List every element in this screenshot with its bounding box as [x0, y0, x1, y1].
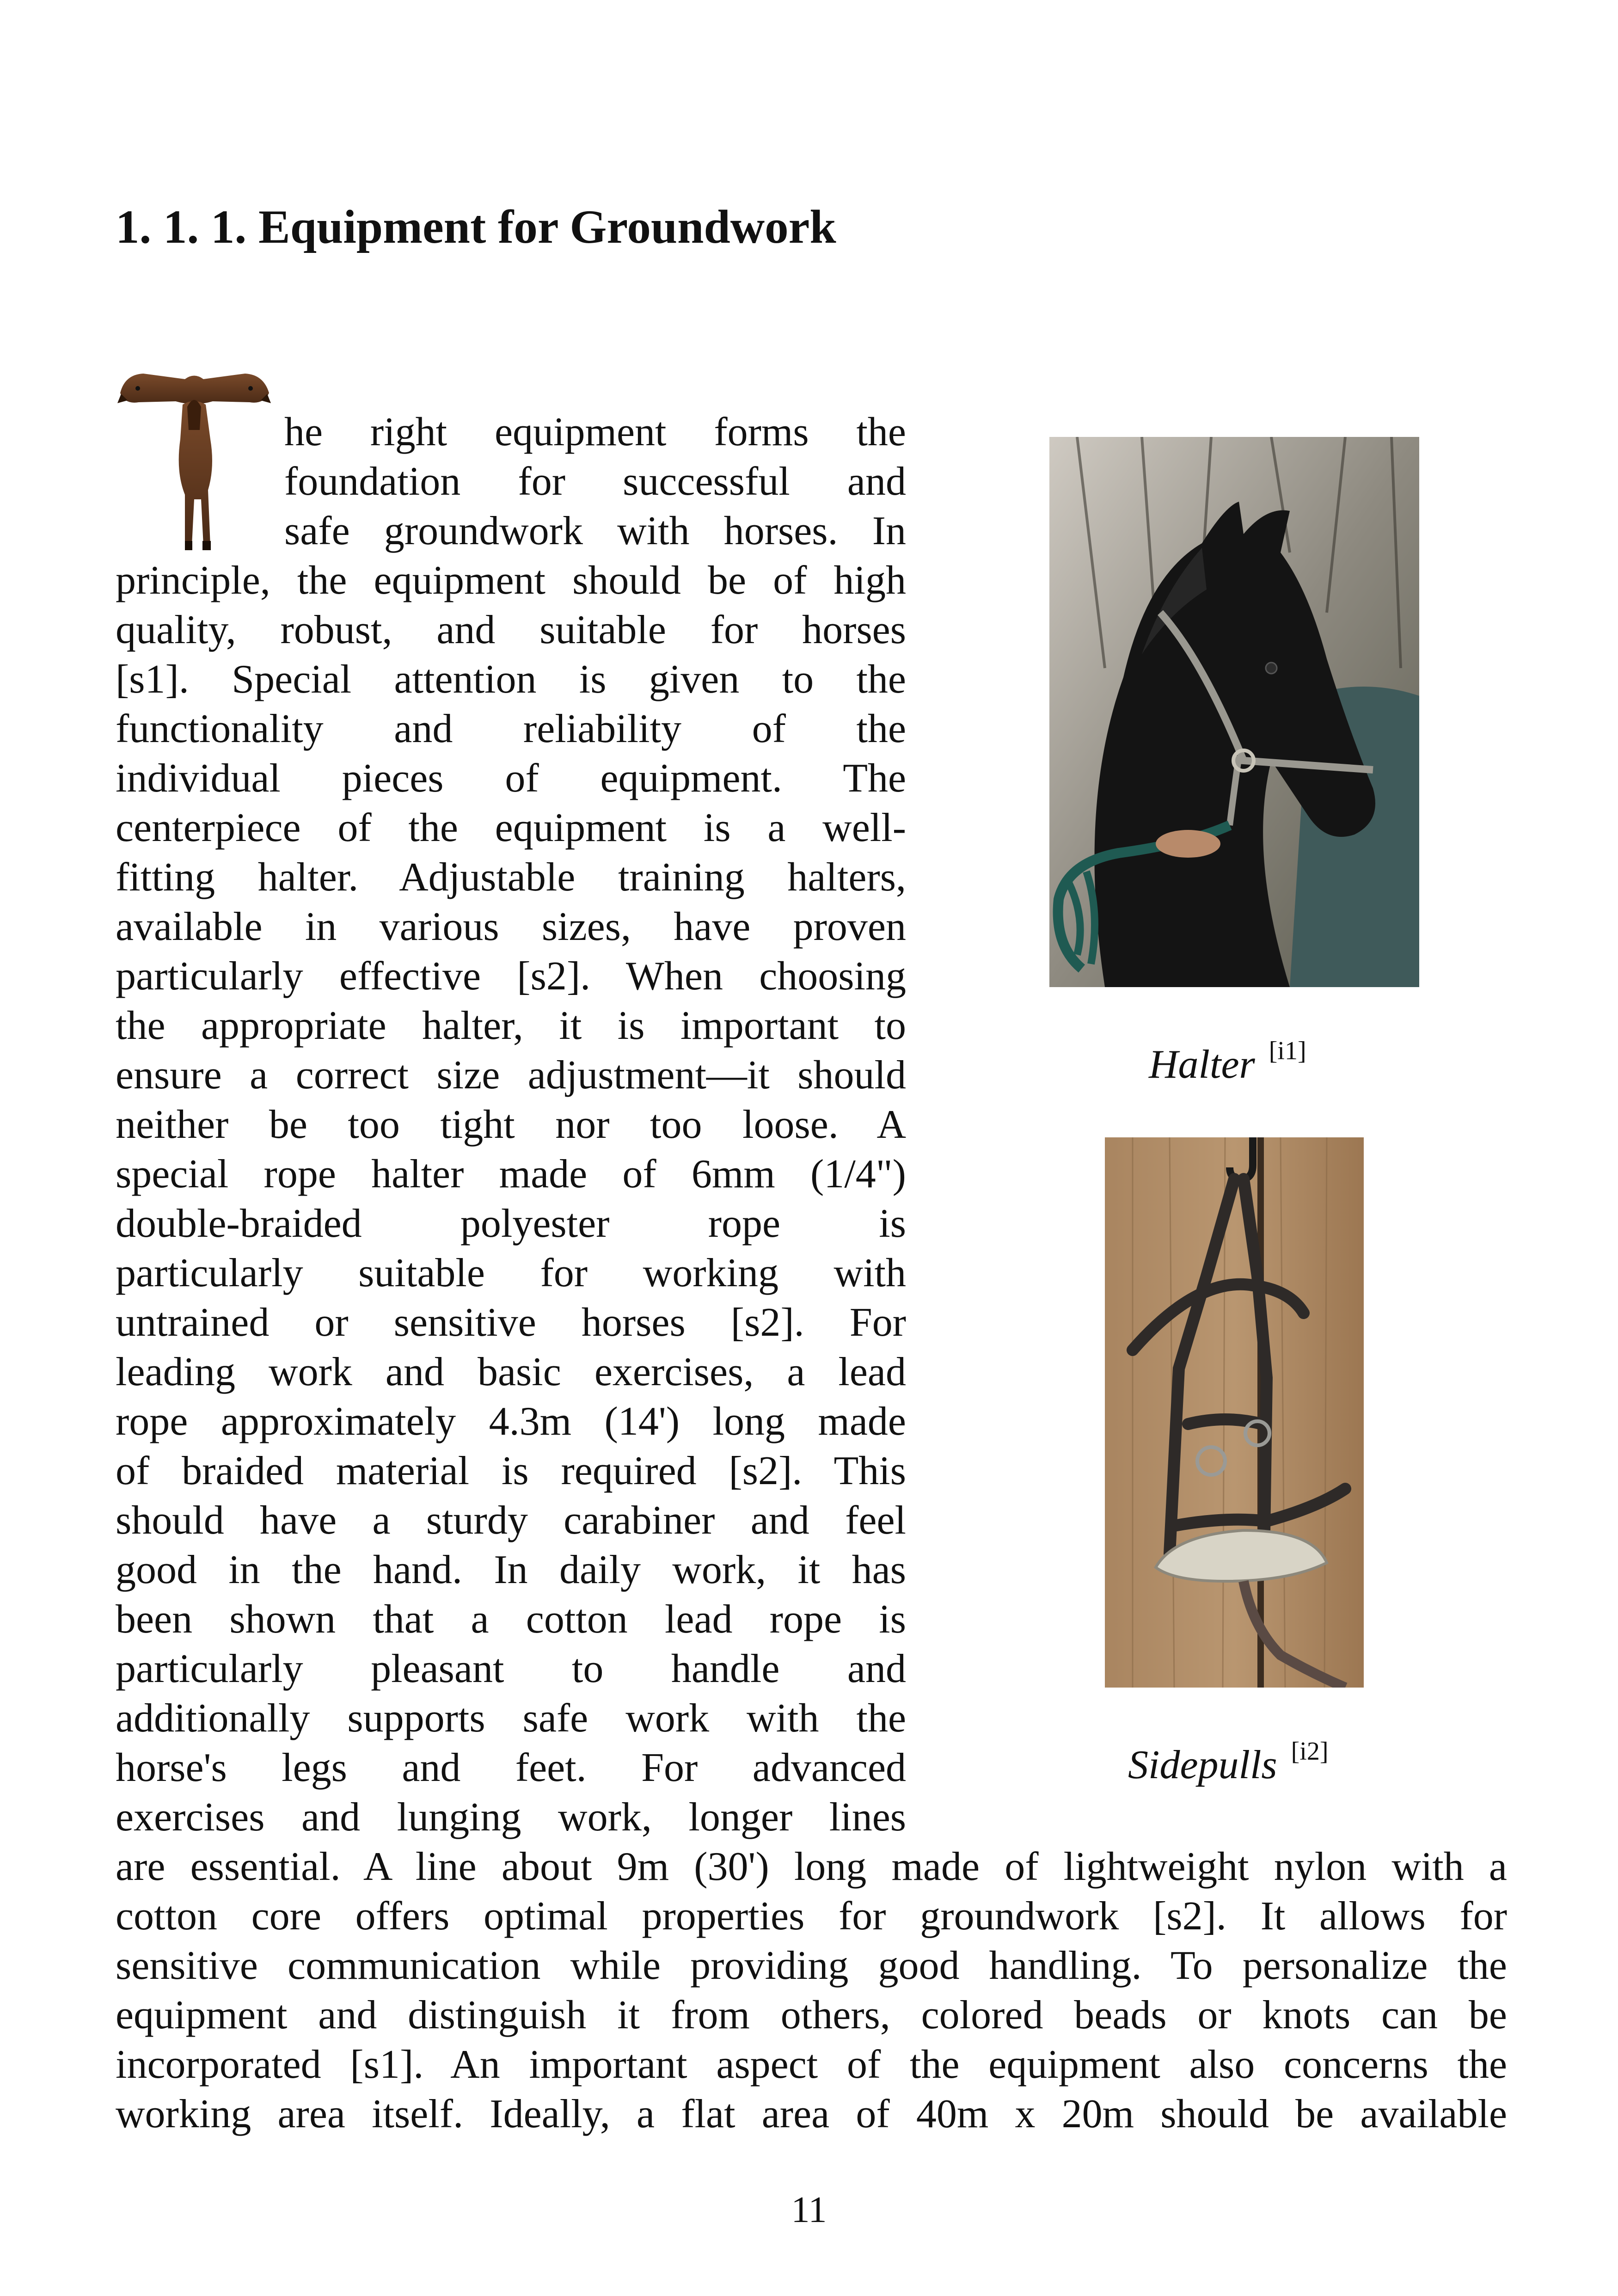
text-line: he right equipment forms the	[284, 410, 906, 454]
text-line: been shown that a cotton lead rope is	[116, 1597, 906, 1642]
text-line: neither be too tight nor too loose. A	[116, 1102, 906, 1147]
text-line: particularly pleasant to handle and	[116, 1646, 906, 1691]
text-line: particularly suitable for working with	[116, 1251, 906, 1295]
sidepulls-caption	[1128, 1738, 1329, 1786]
halter-photo	[1049, 437, 1419, 987]
sidepulls-photo	[1105, 1137, 1364, 1688]
text-line: working area itself. Ideally, a flat area of 40m x 20m should be available	[116, 2092, 1507, 2136]
sidepulls-caption-ref: [i2]	[1291, 1737, 1329, 1766]
text-line: horse's legs and feet. For advanced	[116, 1745, 906, 1790]
text-line: equipment and distinguish it from others, colored beads or knots can be	[116, 1993, 1507, 2038]
text-line: cotton core offers optimal properties for groundwork [s2]. It allows for	[116, 1894, 1507, 1939]
text-line: functionality and reliability of the	[116, 706, 906, 751]
text-line: of braided material is required [s2]. This	[116, 1449, 906, 1493]
text-line: particularly effective [s2]. When choosing	[116, 954, 906, 999]
text-line: special rope halter made of 6mm (1/4")	[116, 1152, 906, 1197]
text-line: fitting halter. Adjustable training halters,	[116, 855, 906, 900]
horse-dropcap-t-icon	[116, 361, 273, 555]
text-line: untrained or sensitive horses [s2]. For	[116, 1300, 906, 1345]
halter-caption-ref: [i1]	[1269, 1037, 1306, 1065]
text-line: good in the hand. In daily work, it has	[116, 1547, 906, 1592]
text-line: rope approximately 4.3m (14') long made	[116, 1399, 906, 1444]
section-heading: 1. 1. 1. Equipment for Groundwork	[116, 201, 836, 253]
text-line: sensitive communication while providing good handling. To personalize the	[116, 1943, 1507, 1988]
text-line: [s1]. Special attention is given to the	[116, 657, 906, 702]
text-line: double-braided polyester rope is	[116, 1201, 906, 1246]
text-line: incorporated [s1]. An important aspect of the equipment also concerns the	[116, 2042, 1507, 2087]
text-line: leading work and basic exercises, a lead	[116, 1350, 906, 1394]
sidepulls-caption-text: Sidepulls	[1128, 1743, 1277, 1787]
text-line: the appropriate halter, it is important to	[116, 1003, 906, 1048]
text-line: additionally supports safe work with the	[116, 1696, 906, 1741]
text-line: ensure a correct size adjustment—it should	[116, 1053, 906, 1098]
text-line: individual pieces of equipment. The	[116, 756, 906, 801]
halter-caption-text: Halter	[1149, 1042, 1255, 1087]
text-line: quality, robust, and suitable for horses	[116, 608, 906, 652]
text-line: available in various sizes, have proven	[116, 904, 906, 949]
text-line: principle, the equipment should be of high	[116, 558, 906, 603]
text-line: are essential. A line about 9m (30') long made of lightweight nylon with a	[116, 1844, 1507, 1889]
text-line: exercises and lunging work, longer lines	[116, 1795, 906, 1840]
text-line: foundation for successful and	[284, 459, 906, 504]
page-number: 11	[791, 2190, 827, 2230]
text-line: centerpiece of the equipment is a well-	[116, 805, 906, 850]
text-line: safe groundwork with horses. In	[284, 509, 906, 553]
text-line: should have a sturdy carabiner and feel	[116, 1498, 906, 1543]
halter-caption	[1149, 1038, 1306, 1085]
